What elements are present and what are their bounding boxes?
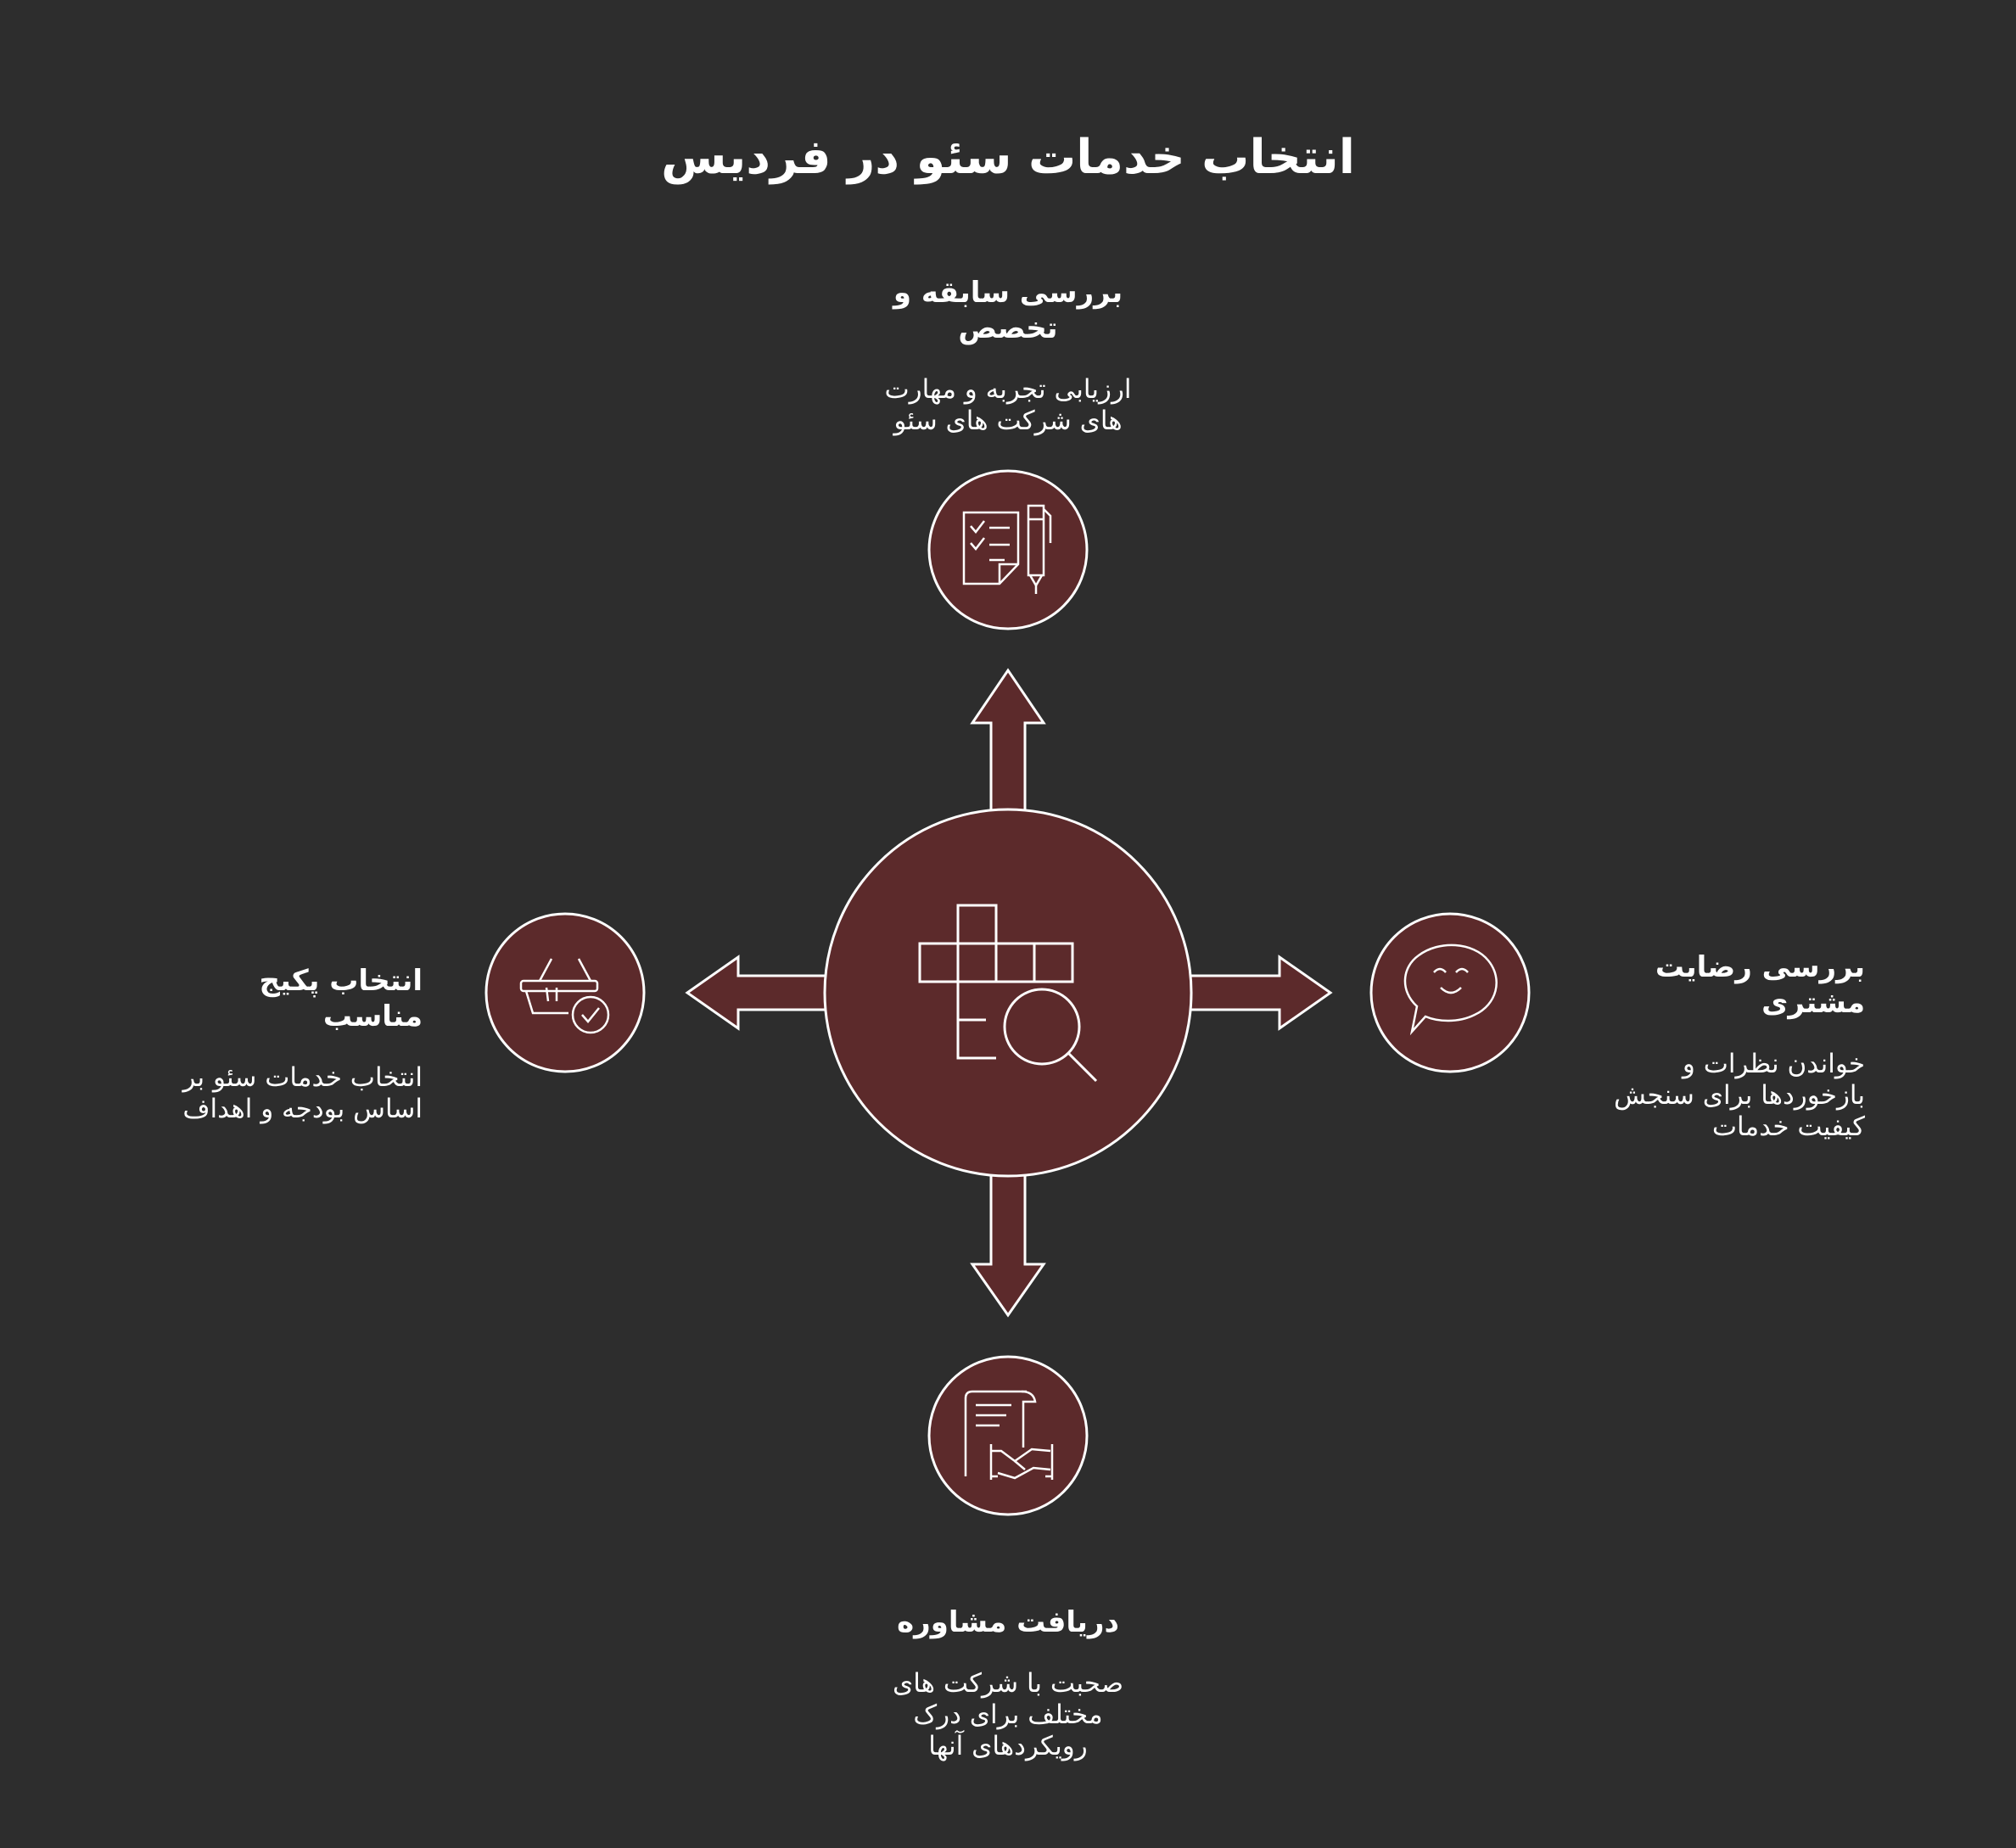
node-left-description: انتخاب خدمات سئو بر اساس بودجه و اهداف bbox=[182, 1062, 423, 1124]
node-left-text bbox=[153, 947, 423, 1141]
node-bottom-heading: دریافت مشاوره bbox=[897, 1605, 1119, 1639]
node-top-description: ارزیابی تجربه و مهارت های شرکت های سئو bbox=[884, 374, 1132, 436]
node-bottom-text bbox=[838, 1588, 1178, 1778]
node-top-text bbox=[838, 259, 1178, 453]
node-right-description: خواندن نظرات و بازخوردها برای سنجش کیفیت خدمات bbox=[1614, 1049, 1865, 1142]
node-circle-bottom bbox=[929, 1357, 1087, 1515]
central-hub bbox=[825, 809, 1191, 1176]
node-circle-left bbox=[486, 914, 644, 1072]
node-right-text bbox=[1593, 933, 1865, 1159]
node-top-heading: بررسی سابقه و تخصص bbox=[893, 276, 1123, 345]
node-circle-top bbox=[929, 471, 1087, 629]
node-right-heading: بررسی رضایت مشتری bbox=[1655, 950, 1865, 1020]
diagram-title: انتخاب خدمات سئو در فردیس bbox=[661, 130, 1355, 185]
node-left-heading: انتخاب پکیج مناسب bbox=[259, 964, 423, 1033]
node-bottom-description: صحبت با شرکت های مختلف برای درک رویکردهای آنها bbox=[892, 1668, 1124, 1761]
